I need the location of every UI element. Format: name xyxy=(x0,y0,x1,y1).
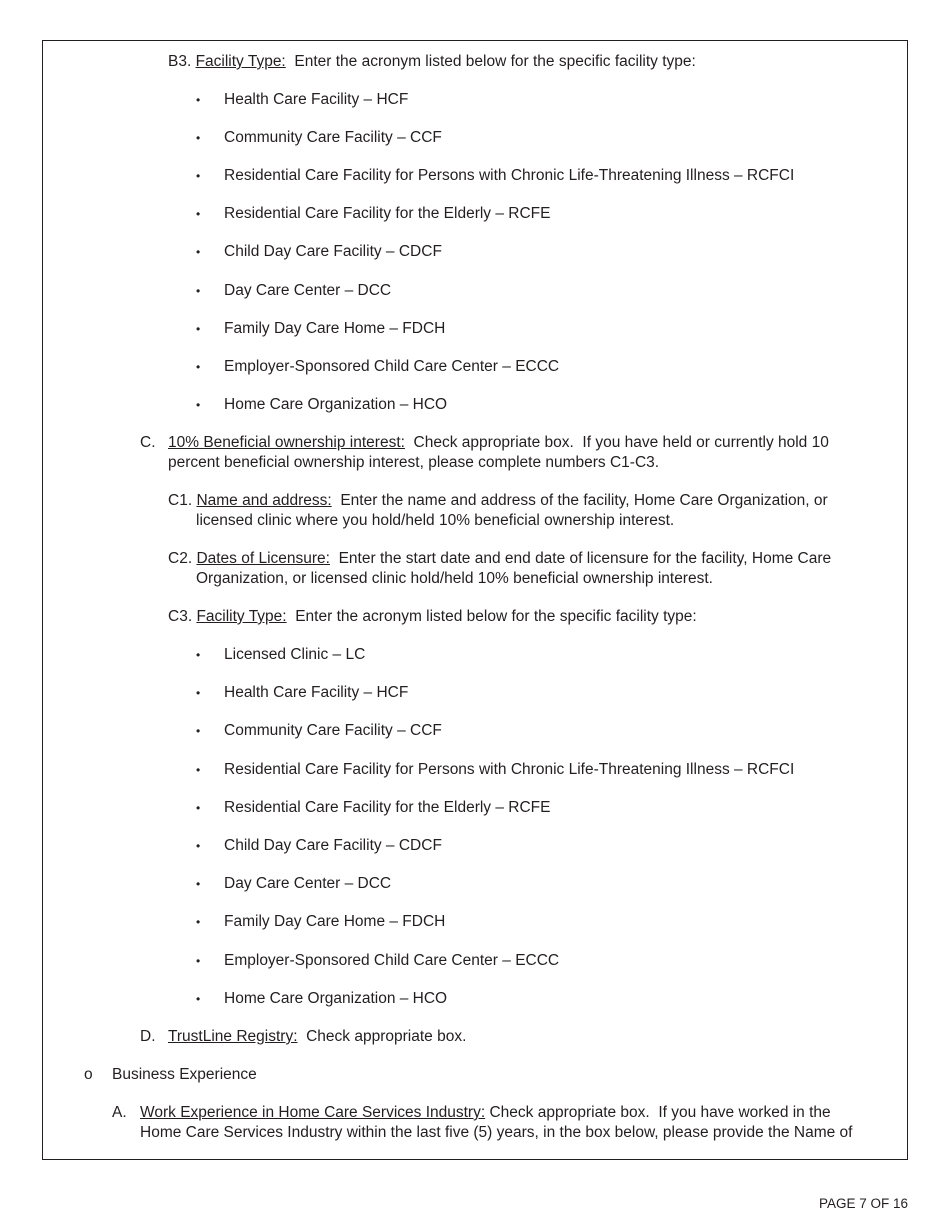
bullet-icon: • xyxy=(196,686,201,701)
a-line-1 xyxy=(140,1103,831,1123)
c3-label: C3. xyxy=(168,608,193,625)
c1-text-1: Enter the name and address of the facility, Home Care Organization, or xyxy=(331,492,828,509)
b3-text: Enter the acronym listed below for the specific facility type: xyxy=(285,53,696,70)
b3-line xyxy=(168,52,696,72)
bullet-icon: • xyxy=(196,839,201,853)
d-line xyxy=(168,1027,466,1047)
d-title: TrustLine Registry: xyxy=(168,1028,298,1045)
c2-label: C2. xyxy=(168,550,193,567)
bullet-icon: • xyxy=(196,245,201,260)
c-text-2: percent beneficial ownership interest, please complete numbers C1-C3. xyxy=(168,454,660,471)
bullet-icon: • xyxy=(196,915,201,930)
list-item: Child Day Care Facility – CDCF xyxy=(224,837,442,854)
bullet-icon: • xyxy=(196,321,201,336)
list-item: Home Care Organization – HCO xyxy=(224,395,448,413)
list-item: Residential Care Facility for Persons with Chronic Life-Threatening Illness – RCFCI xyxy=(224,760,795,778)
list-item: Community Care Facility – CCF xyxy=(224,129,442,147)
bullet-icon: • xyxy=(196,648,201,662)
c3-title: Facility Type: xyxy=(196,608,287,625)
c2-text-1: Enter the start date and end date of licensure for the facility, Home Care xyxy=(329,550,832,567)
a-label: A. xyxy=(112,1104,127,1121)
bullet-icon: • xyxy=(196,877,201,892)
c1-line-1 xyxy=(168,491,828,511)
list-item: Employer-Sponsored Child Care Center – ECCC xyxy=(224,951,560,969)
bullet-icon: • xyxy=(196,93,201,107)
c1-label: C1. xyxy=(168,492,193,509)
b3-label: B3. xyxy=(168,53,192,70)
bullet-icon: • xyxy=(196,800,201,815)
list-item: Residential Care Facility for the Elderly – RCFE xyxy=(224,205,551,223)
c3-text: Enter the acronym listed below for the specific facility type: xyxy=(286,608,697,625)
list-item: Health Care Facility – HCF xyxy=(224,684,409,702)
d-text: Check appropriate box. xyxy=(297,1028,467,1045)
list-item: Licensed Clinic – LC xyxy=(224,646,366,663)
a-text-1: Check appropriate box. If you have worked in the xyxy=(485,1104,831,1121)
b3-title: Facility Type: xyxy=(195,53,286,70)
list-item: Residential Care Facility for the Elderly – RCFE xyxy=(224,798,551,816)
c3-line xyxy=(168,607,697,627)
bullet-icon: • xyxy=(196,397,201,412)
a-text-2: Home Care Services Industry within the last five (5) years, in the box below, please provide the Name of xyxy=(140,1124,853,1141)
c1-text-2: licensed clinic where you hold/held 10% beneficial ownership interest. xyxy=(196,512,675,529)
page-number: PAGE 7 OF 16 xyxy=(818,1196,908,1211)
list-item: Day Care Center – DCC xyxy=(224,875,392,893)
c2-text-2: Organization, or licensed clinic hold/held 10% beneficial ownership interest. xyxy=(196,570,713,587)
bullet-icon: • xyxy=(196,207,201,222)
bullet-icon: • xyxy=(196,762,201,777)
c-text-1: Check appropriate box. If you have held or currently hold 10 xyxy=(404,434,829,451)
bullet-icon: • xyxy=(196,283,201,298)
c-title: 10% Beneficial ownership interest: xyxy=(168,434,405,451)
list-item: Family Day Care Home – FDCH xyxy=(224,319,446,337)
list-item: Day Care Center – DCC xyxy=(224,281,392,299)
c2-line-1 xyxy=(168,549,831,569)
bullet-icon: • xyxy=(196,724,201,739)
bullet-icon: • xyxy=(196,991,201,1006)
bullet-icon: • xyxy=(196,131,201,146)
c1-title: Name and address: xyxy=(196,492,332,509)
bullet-icon: • xyxy=(196,169,201,184)
bullet-icon: • xyxy=(196,359,201,374)
business-marker: o xyxy=(84,1066,93,1083)
list-item: Child Day Care Facility – CDCF xyxy=(224,243,442,261)
bullet-icon: • xyxy=(196,953,201,968)
business-heading: Business Experience xyxy=(112,1066,257,1083)
c-line-1 xyxy=(168,433,829,453)
list-item: Home Care Organization – HCO xyxy=(224,989,448,1007)
list-item: Employer-Sponsored Child Care Center – ECCC xyxy=(224,357,560,375)
c2-title: Dates of Licensure: xyxy=(196,550,330,567)
a-title: Work Experience in Home Care Services Industry: xyxy=(140,1104,486,1121)
d-label: D. xyxy=(140,1028,156,1045)
list-item: Residential Care Facility for Persons with Chronic Life-Threatening Illness – RCFCI xyxy=(224,167,795,185)
list-item: Health Care Facility – HCF xyxy=(224,91,409,108)
list-item: Family Day Care Home – FDCH xyxy=(224,913,446,931)
list-item: Community Care Facility – CCF xyxy=(224,722,442,740)
c-label: C. xyxy=(140,434,156,451)
